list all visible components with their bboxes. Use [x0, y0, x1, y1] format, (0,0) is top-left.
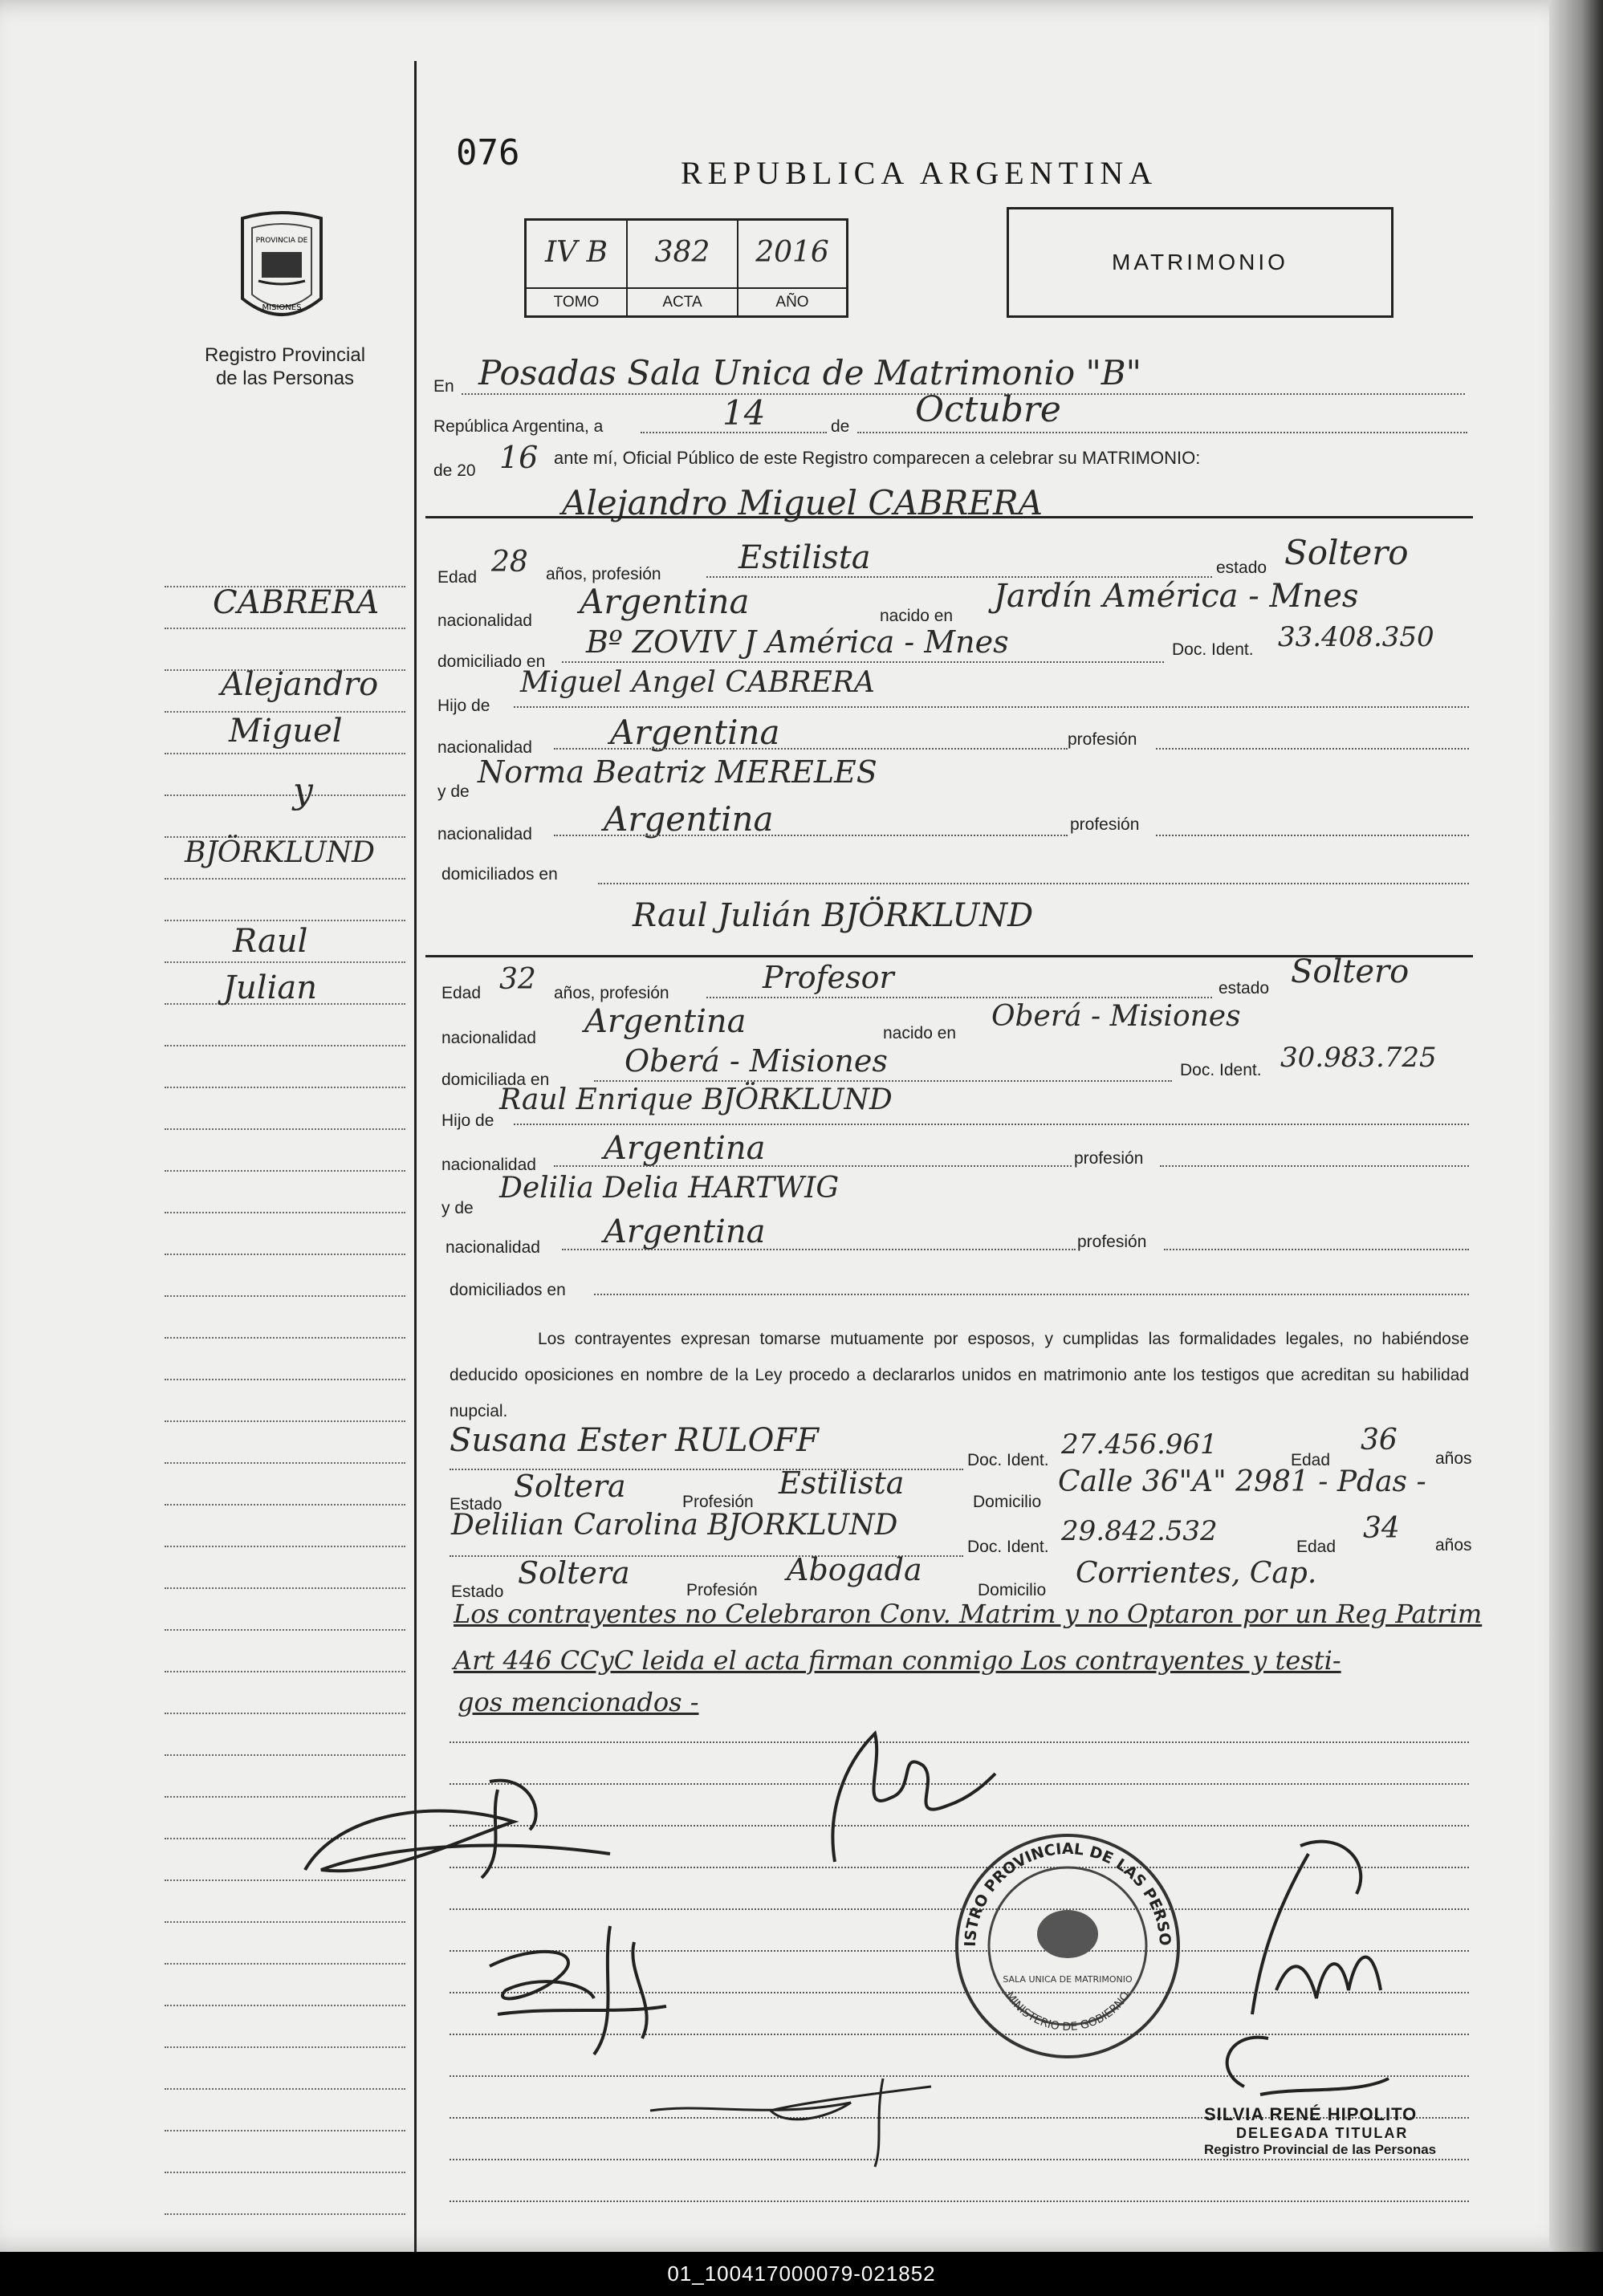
declaration-paragraph: Los contrayentes expresan tomarse mutuamente por esposos, y cumplidas las formalidades legales, no habiéndose deducido oposiciones en nombre de la Ley procedo a declararlos unidos en matrimonio ante los testigos que acreditan su habilidad nupcial.: [450, 1330, 1469, 1420]
w1-edad-label: Edad: [1291, 1451, 1331, 1469]
p2-estado: Soltero: [1291, 953, 1410, 990]
margin-name-surname2: BJÖRKLUND: [185, 836, 376, 869]
margin-divider: [414, 61, 417, 2260]
note-line-2: Art 446 CCyC leida el acta firman conmigo Los contrayentes y testi-: [454, 1645, 1341, 1676]
margin-ruled-line: [165, 1128, 405, 1130]
ruled-line: [450, 2159, 1469, 2160]
p2-madre-nac-label: nacionalidad: [446, 1238, 540, 1257]
svg-text:SALA UNICA DE MATRIMONIO: SALA UNICA DE MATRIMONIO: [1003, 1974, 1133, 1985]
p2-domicilio: Oberá - Misiones: [625, 1043, 888, 1079]
year-prefix: de 20: [433, 461, 476, 480]
type-box: [1007, 207, 1393, 318]
margin-ruled-line: [165, 961, 405, 963]
p2-yde-label: y de: [441, 1199, 474, 1217]
p1-nacido: Jardín América - Mnes: [994, 578, 1359, 615]
p2-anos-label: años, profesión: [554, 984, 669, 1002]
svg-text:MINISTERIO DE GOBIERNO: MINISTERIO DE GOBIERNO: [1003, 1989, 1133, 2034]
margin-ruled-line: [165, 1254, 405, 1255]
margin-ruled-line: [165, 628, 405, 629]
margin-ruled-line: [165, 878, 405, 880]
p1-padre-nac: Argentina: [610, 713, 780, 752]
w1-estado-label: Estado: [450, 1495, 502, 1514]
day-value: 14: [722, 393, 766, 433]
contrayente2-name: Raul Julián BJÖRKLUND: [633, 897, 1034, 934]
p1-madre-nac: Argentina: [604, 799, 774, 839]
p2-nacido: Oberá - Misiones: [991, 1000, 1241, 1033]
contrayente1-name: Alejandro Miguel CABRERA: [562, 483, 1043, 522]
tomo-label: TOMO: [553, 294, 600, 311]
p1-padre-prof-label: profesión: [1068, 730, 1137, 749]
margin-ruled-line: [165, 1963, 405, 1965]
p1-domicilio: Bº ZOVIV J América - Mnes: [586, 624, 1009, 660]
margin-ruled-line: [165, 794, 405, 796]
margin-ruled-line: [165, 753, 405, 754]
margin-name-first2: Raul: [233, 923, 308, 960]
p1-estado-label: estado: [1216, 559, 1267, 577]
p1-padre: Miguel Angel CABRERA: [520, 666, 875, 699]
w2-profesion: Abogada: [787, 1552, 922, 1587]
p2-nacido-label: nacido en: [883, 1024, 957, 1042]
p2-padre-nac: Argentina: [604, 1130, 766, 1167]
p2-profesion: Profesor: [763, 960, 894, 995]
p2-edad: 32: [499, 963, 536, 996]
w2-doc: 29.842.532: [1061, 1515, 1218, 1547]
margin-ruled-line: [165, 2088, 405, 2090]
margin-ruled-line: [165, 1379, 405, 1380]
official-office: Registro Provincial de las Personas: [1204, 2142, 1437, 2157]
margin-ruled-line: [165, 1170, 405, 1172]
p2-madre: Delilia Delia HARTWIG: [499, 1172, 840, 1205]
p2-padre-nac-label: nacionalidad: [441, 1156, 536, 1174]
intro-text: ante mí, Oficial Público de este Registro comparecen a celebrar su MATRIMONIO:: [554, 448, 1201, 468]
w1-domicilio: Calle 36"A" 2981 - Pdas -: [1058, 1465, 1426, 1498]
p2-nac-label: nacionalidad: [441, 1029, 536, 1047]
w2-prof-label: Profesión: [686, 1581, 758, 1599]
margin-ruled-line: [165, 2046, 405, 2048]
p1-profesion: Estilista: [738, 539, 871, 576]
p1-madre-nac-label: nacionalidad: [437, 825, 532, 843]
svg-text:REGISTRO PROVINCIAL DE LAS PER: ISTRO PROVINCIAL DE LAS PERSO: [961, 1839, 1174, 1948]
note-line-1: Los contrayentes no Celebraron Conv. Matrim y no Optaron por un Reg Patrim: [454, 1599, 1483, 1629]
signature-witness2: [642, 2054, 947, 2175]
margin-ruled-line: [165, 1504, 405, 1506]
w2-estado: Soltera: [518, 1555, 630, 1591]
official-title: DELEGADA TITULAR: [1236, 2125, 1409, 2141]
p2-padre-prof-label: profesión: [1074, 1149, 1144, 1168]
margin-name-middle2: Julian: [223, 969, 317, 1006]
margin-ruled-line: [165, 1337, 405, 1339]
p1-domiciliados-label: domiciliados en: [441, 865, 558, 884]
w2-edad: 34: [1363, 1512, 1400, 1545]
p2-dom-label: domiciliada en: [441, 1071, 550, 1089]
act-number-box: [524, 218, 848, 318]
svg-text:PROVINCIA DE: PROVINCIA DE: [255, 237, 308, 245]
p1-anos-label: años, profesión: [546, 565, 661, 583]
margin-ruled-line: [165, 1629, 405, 1631]
anio-label: AÑO: [775, 294, 809, 311]
margin-ruled-line: [165, 1420, 405, 1422]
margin-ruled-line: [165, 1671, 405, 1672]
note-line-3: gos mencionados -: [458, 1687, 699, 1717]
p1-edad: 28: [491, 546, 528, 579]
p1-madre-prof-label: profesión: [1070, 815, 1140, 834]
w2-dom-label: Domicilio: [978, 1581, 1047, 1599]
margin-ruled-line: [165, 1587, 405, 1589]
w1-name: Susana Ester RULOFF: [450, 1422, 819, 1459]
p1-nacido-label: nacido en: [880, 607, 954, 625]
margin-ruled-line: [165, 1295, 405, 1297]
p2-hijo-label: Hijo de: [441, 1111, 494, 1130]
en-label: En: [433, 377, 454, 396]
margin-ruled-line: [165, 1462, 405, 1464]
p1-doc: 33.408.350: [1278, 621, 1434, 653]
en-value: Posadas Sala Unica de Matrimonio "B": [478, 353, 1141, 392]
province-seal: [234, 210, 329, 329]
w2-doc-label: Doc. Ident.: [967, 1538, 1049, 1556]
w2-estado-label: Estado: [451, 1583, 504, 1601]
p1-doc-label: Doc. Ident.: [1172, 640, 1254, 659]
w1-estado: Soltera: [514, 1469, 626, 1504]
country-title: REPUBLICA ARGENTINA: [681, 155, 1158, 191]
margin-and: y: [293, 770, 313, 811]
scan-id: 01_100417000079-021852: [0, 2252, 1603, 2296]
margin-ruled-line: [165, 2213, 405, 2215]
p1-edad-label: Edad: [437, 568, 478, 587]
p2-edad-label: Edad: [441, 984, 482, 1002]
margin-ruled-line: [165, 2172, 405, 2173]
p2-doc: 30.983.725: [1280, 1042, 1437, 1074]
margin-ruled-line: [165, 1921, 405, 1923]
p2-madre-prof-label: profesión: [1077, 1233, 1147, 1251]
margin-ruled-line: [165, 2130, 405, 2131]
w1-anos-label: años: [1435, 1449, 1472, 1468]
month-value: Octubre: [915, 389, 1061, 430]
p1-nacionalidad: Argentina: [580, 582, 750, 621]
p1-nac-label: nacionalidad: [437, 612, 532, 630]
republica-label: República Argentina, a: [433, 417, 604, 436]
p2-nacionalidad: Argentina: [584, 1003, 747, 1040]
w2-anos-label: años: [1435, 1536, 1472, 1554]
margin-ruled-line: [165, 1546, 405, 1547]
p2-madre-nac: Argentina: [604, 1213, 766, 1250]
w1-doc-label: Doc. Ident.: [967, 1451, 1049, 1469]
w1-prof-label: Profesión: [682, 1493, 754, 1511]
p1-estado: Soltero: [1284, 533, 1409, 572]
p1-madre: Norma Beatriz MERELES: [478, 754, 877, 790]
book-binding: [1549, 0, 1603, 2252]
w1-doc: 27.456.961: [1061, 1428, 1218, 1461]
w1-edad: 36: [1361, 1424, 1398, 1457]
official-name: SILVIA RENÉ HIPOLITO: [1204, 2104, 1418, 2124]
anio-value: 2016: [755, 236, 829, 269]
type-label: MATRIMONIO: [1112, 250, 1288, 274]
p2-domiciliados-label: domiciliados en: [450, 1281, 566, 1299]
svg-text:MISIONES: MISIONES: [262, 303, 302, 312]
p1-dom-label: domiciliado en: [437, 652, 546, 671]
signature-contrayente1: [289, 1749, 642, 1910]
w2-name: Delilian Carolina BJORKLUND: [451, 1509, 898, 1542]
w1-dom-label: Domicilio: [973, 1493, 1042, 1511]
de-label: de: [831, 417, 850, 436]
signature-witness1: [474, 1910, 714, 2070]
w2-edad-label: Edad: [1296, 1538, 1337, 1556]
margin-ruled-line: [165, 1713, 405, 1714]
registry-stamp: [951, 1830, 1184, 2062]
p2-estado-label: estado: [1219, 979, 1270, 998]
margin-ruled-line: [165, 1045, 405, 1046]
official-block: [1204, 2104, 1469, 2158]
margin-ruled-line: [165, 1212, 405, 1213]
acta-value: 382: [654, 236, 710, 269]
year-suffix: 16: [499, 440, 539, 475]
margin-name-middle1: Miguel: [229, 713, 343, 750]
registry-name: Registro Provincial de las Personas: [204, 344, 366, 389]
p1-hijo-label: Hijo de: [437, 697, 490, 715]
p1-yde-label: y de: [437, 782, 470, 801]
acta-label: ACTA: [662, 294, 702, 311]
document-number: 076: [456, 132, 520, 173]
tomo-value: IV B: [544, 236, 608, 269]
w1-profesion: Estilista: [779, 1465, 905, 1501]
margin-ruled-line: [165, 920, 405, 921]
w2-domicilio: Corrientes, Cap.: [1076, 1557, 1317, 1590]
p1-padre-nac-label: nacionalidad: [437, 738, 532, 757]
margin-name-surname1: CABRERA: [213, 584, 380, 621]
margin-name-first1: Alejandro: [221, 666, 379, 703]
p2-doc-label: Doc. Ident.: [1180, 1061, 1262, 1079]
margin-ruled-line: [165, 2005, 405, 2006]
signature-official: [1180, 1830, 1421, 2119]
p2-padre: Raul Enrique BJÖRKLUND: [499, 1083, 893, 1116]
margin-ruled-line: [165, 1087, 405, 1088]
ruled-line: [450, 2201, 1469, 2202]
